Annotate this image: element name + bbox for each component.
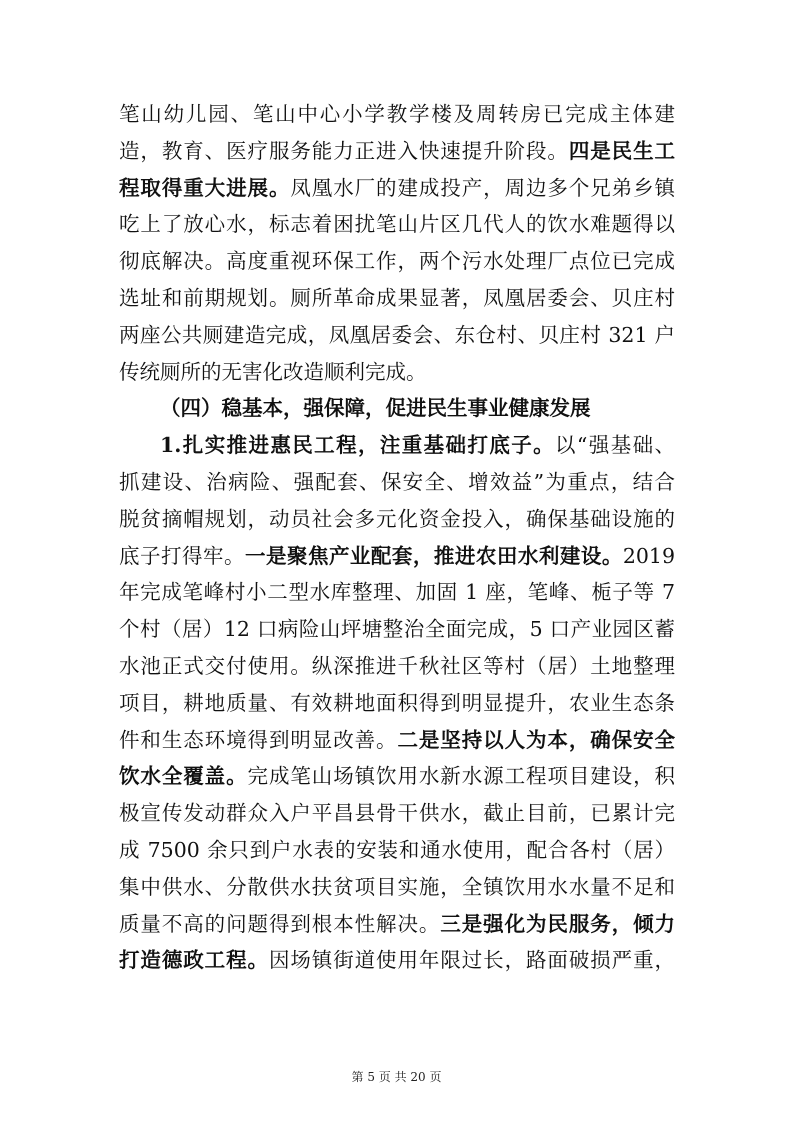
- text-run: 成 7500 余只到户水表的安装和通水使用，配合各村（居）: [119, 837, 675, 862]
- text-run: 件和生态环境得到明显改善。: [119, 727, 398, 752]
- bold-text: 一是聚焦产业配套，推进农田水利建设。: [244, 543, 623, 568]
- text-run: 极宣传发动群众入户平昌县骨干供水，截止目前，已累计完: [119, 801, 675, 826]
- text-line: [119, 170, 675, 207]
- text-run: 彻底解决。高度重视环保工作，两个污水处理厂点位已完成: [119, 249, 675, 274]
- text-line: [119, 96, 675, 133]
- text-line: [119, 427, 675, 464]
- text-run: 以“强基础、: [555, 433, 675, 458]
- text-line: [119, 464, 675, 501]
- text-line: [119, 648, 675, 685]
- text-line: [119, 611, 675, 648]
- text-run: 项目，耕地质量、有效耕地面积得到明显提升，农业生态条: [119, 690, 675, 715]
- text-run: 集中供水、分散供水扶贫项目实施，全镇饮用水水量不足和: [119, 874, 675, 899]
- text-run: 因场镇街道使用年限过长，路面破损严重，: [268, 948, 676, 973]
- text-line: [119, 574, 675, 611]
- text-line: [119, 795, 675, 832]
- text-line: [119, 206, 675, 243]
- text-line: [119, 354, 675, 391]
- text-run: 传统厕所的无害化改造顺利完成。: [119, 359, 427, 384]
- text-run: 吃上了放心水，标志着困扰笔山片区几代人的饮水难题得以: [119, 212, 675, 237]
- text-run: 水池正式交付使用。纵深推进千秋社区等村（居）土地整理: [119, 653, 675, 678]
- bold-text: 四是民生工: [568, 138, 676, 163]
- bold-text: 二是坚持以人为本，确保安全: [397, 727, 676, 752]
- text-line: [119, 243, 675, 280]
- text-line: [119, 942, 675, 979]
- text-run: 完成笔山场镇饮用水新水源工程项目建设，积: [247, 764, 676, 789]
- bold-text: 程取得重大进展。: [119, 175, 291, 200]
- text-run: 两座公共厕建造完成，凤凰居委会、东仓村、贝庄村 321 户: [119, 322, 675, 347]
- page-footer: 第 5 页 共 20 页: [351, 1070, 442, 1084]
- text-run: 选址和前期规划。厕所革命成果显著，凤凰居委会、贝庄村: [119, 285, 675, 310]
- text-run: 质量不高的问题得到根本性解决。: [119, 911, 441, 936]
- text-run: 底子打得牢。: [119, 543, 245, 568]
- text-line: [119, 538, 675, 575]
- text-line: [119, 280, 675, 317]
- document-body: [119, 96, 675, 979]
- text-line: [119, 317, 675, 354]
- text-line: [119, 832, 675, 869]
- text-run: 脱贫摘帽规划，动员社会多元化资金投入，确保基础设施的: [119, 506, 675, 531]
- text-line: [119, 758, 675, 795]
- text-line: [119, 722, 675, 759]
- bold-text: 饮水全覆盖。: [119, 764, 248, 789]
- text-line: [119, 133, 675, 170]
- section-heading: [119, 390, 675, 427]
- bold-text: （四）稳基本，强保障，促进民生事业健康发展: [160, 396, 591, 421]
- text-run: 造，教育、医疗服务能力正进入快速提升阶段。: [119, 138, 569, 163]
- text-run: 抓建设、治病险、强配套、保安全、增效益”为重点，结合: [119, 469, 675, 494]
- text-run: 个村（居）12 口病险山坪塘整治全面完成，5 口产业园区蓄: [119, 617, 675, 642]
- bold-text: 打造德政工程。: [119, 948, 269, 973]
- text-line: [119, 906, 675, 943]
- bold-text: 三是强化为民服务，倾力: [440, 911, 676, 936]
- text-run: 2019: [622, 543, 676, 568]
- text-line: [119, 501, 675, 538]
- bold-text: 1.扎实推进惠民工程，注重基础打底子。: [160, 433, 556, 458]
- text-run: 笔山幼儿园、笔山中心小学教学楼及周转房已完成主体建: [119, 102, 675, 126]
- text-line: [119, 685, 675, 722]
- text-run: 年完成笔峰村小二型水库整理、加固 1 座，笔峰、栀子等 7: [119, 580, 675, 605]
- text-run: 凤凰水厂的建成投产，周边多个兄弟乡镇: [290, 175, 676, 200]
- text-line: [119, 869, 675, 906]
